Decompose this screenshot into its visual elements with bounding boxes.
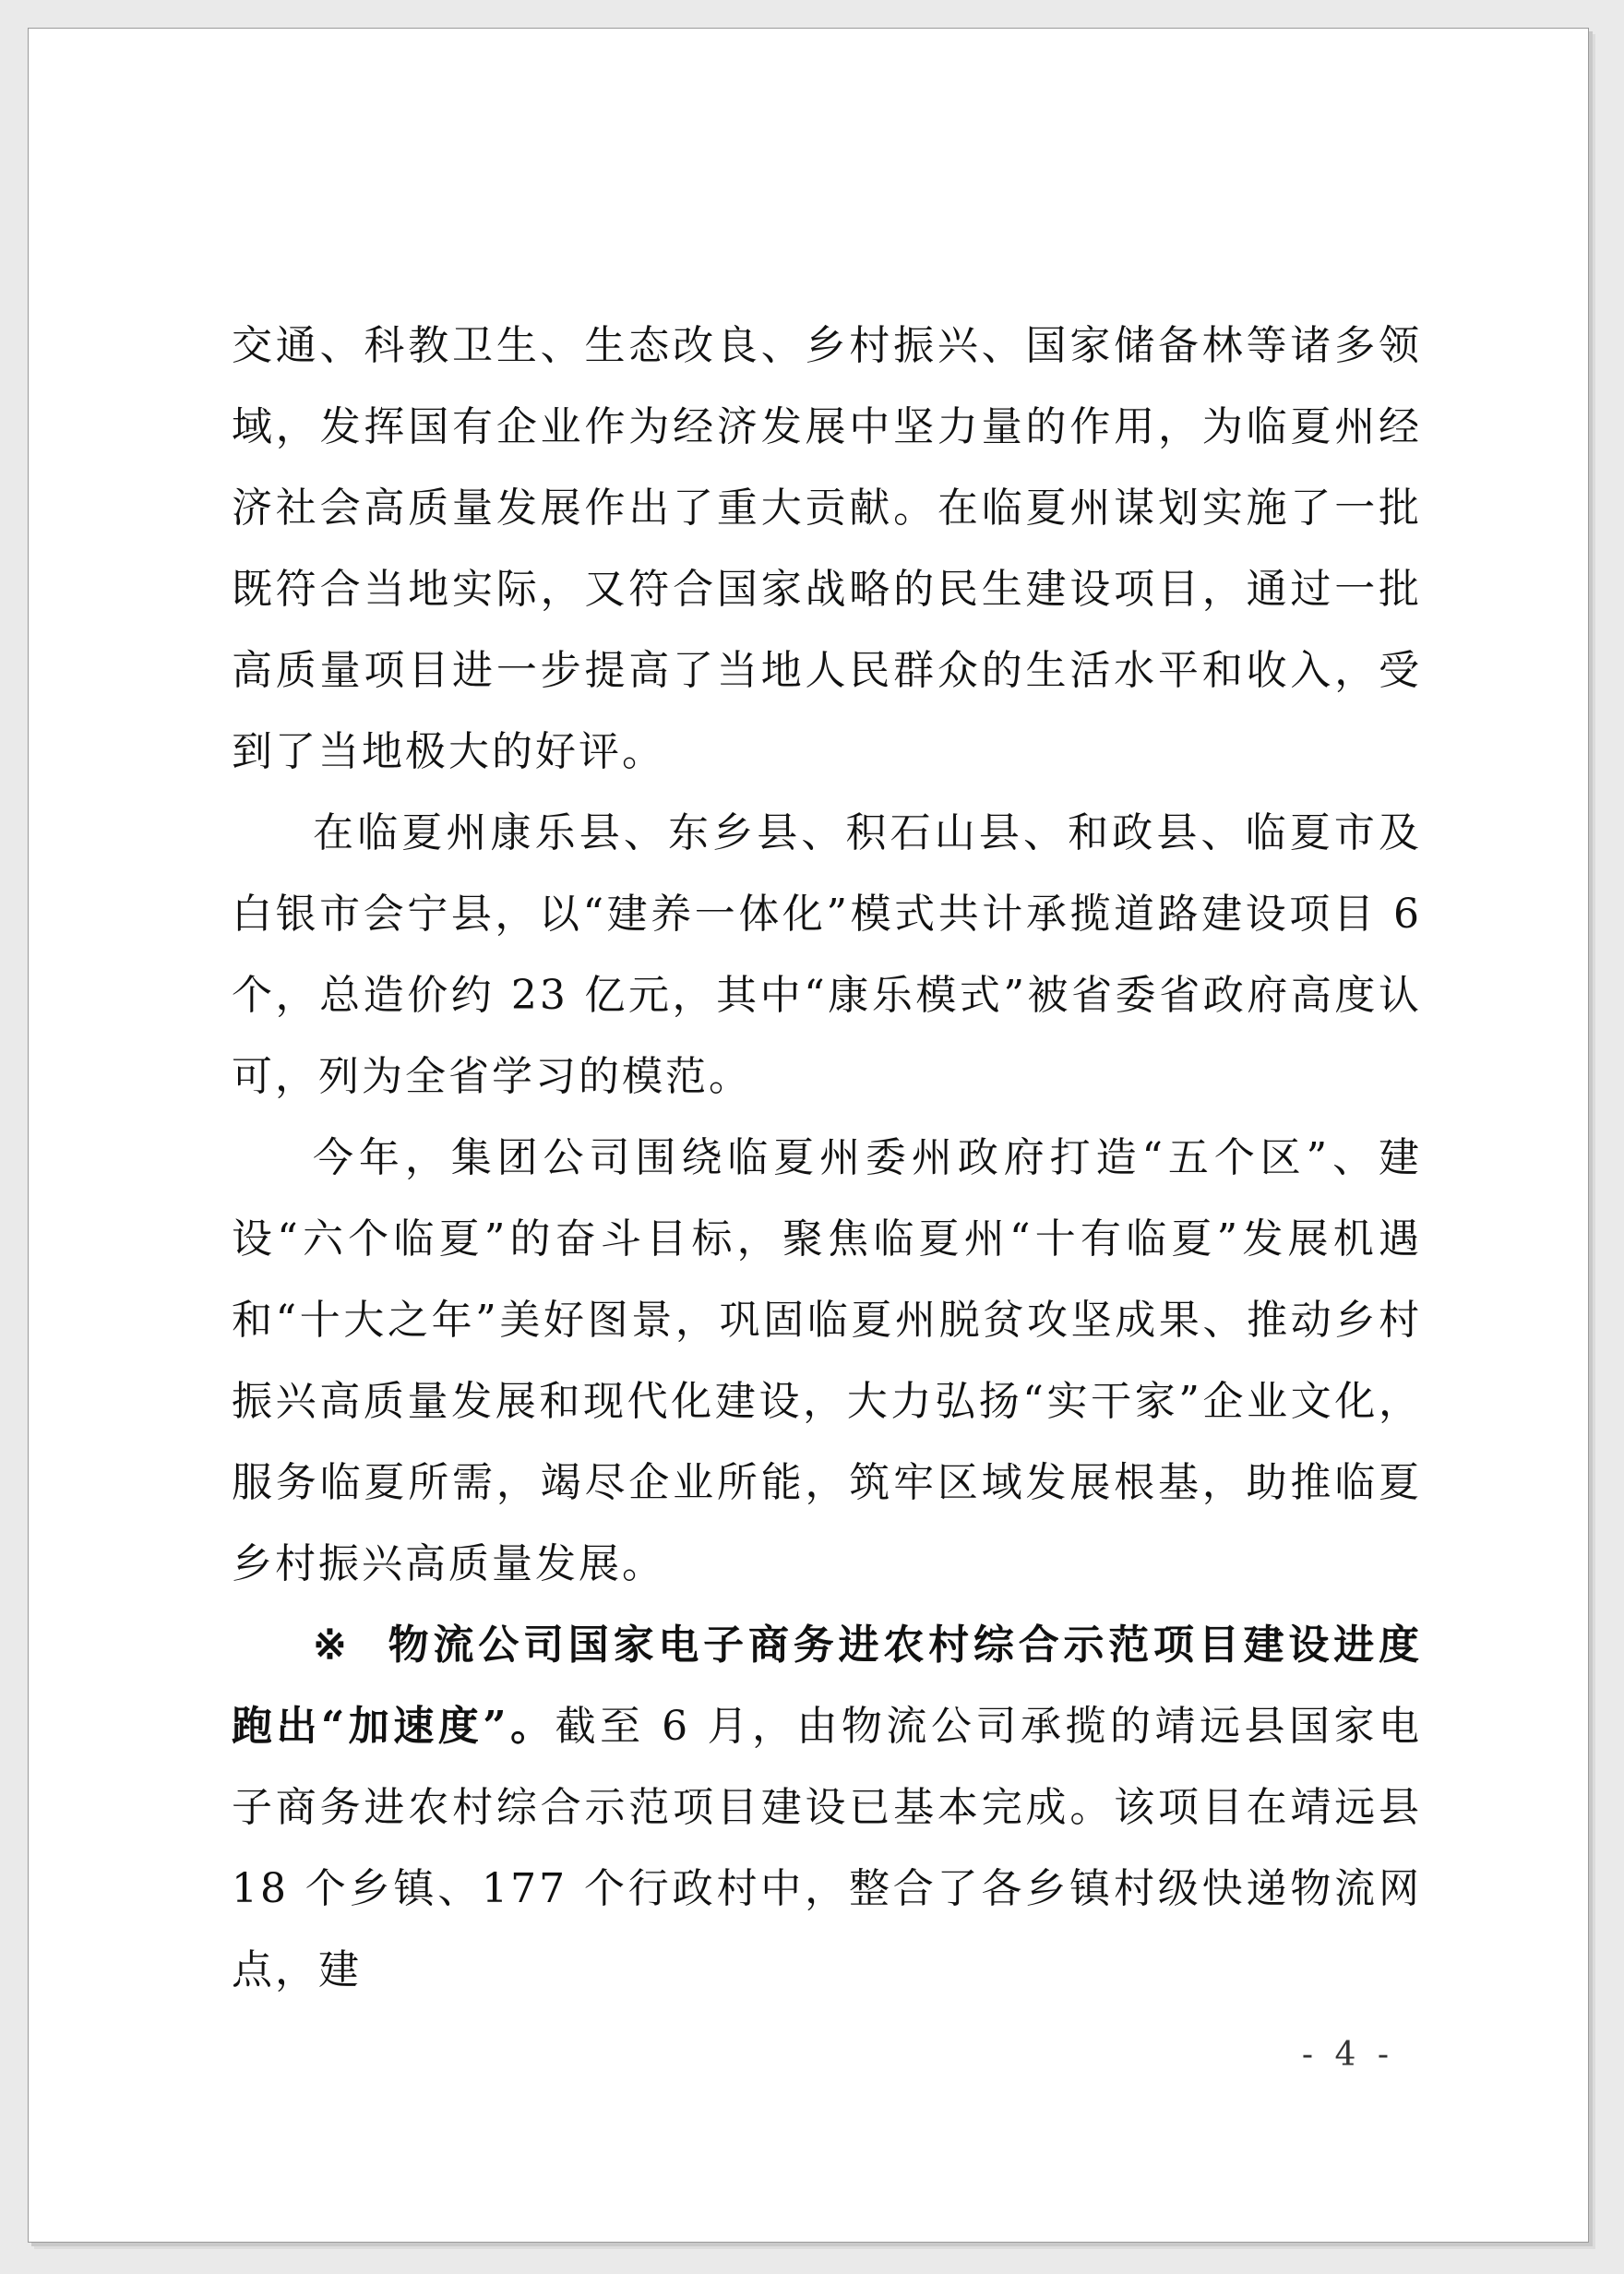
section-heading: 物流公司国家电子商务进农村综合示范项目建设进度跑出“加速度”。: [232, 1622, 1422, 1750]
document-body: [232, 305, 1422, 2011]
paragraph-4: [232, 1605, 1422, 2011]
page-number: - 4 -: [1301, 2036, 1394, 2074]
reference-mark-icon: ※: [313, 1622, 352, 1669]
paragraph-4-body: 截至 6 月，由物流公司承揽的靖远县国家电子商务进农村综合示范项目建设已基本完成。该项目在靖远县 18 个乡镇、177 个行政村中，整合了各乡镇村级快递物流网点，建: [232, 1703, 1422, 1993]
paragraph-2: 在临夏州康乐县、东乡县、积石山县、和政县、临夏市及白银市会宁县，以“建养一体化”模式共计承揽道路建设项目 6 个，总造价约 23 亿元，其中“康乐模式”被省委省政府高度认可，列为全省学习的模范。: [232, 809, 1422, 1100]
paragraph-1: 交通、科教卫生、生态改良、乡村振兴、国家储备林等诸多领域，发挥国有企业作为经济发展中坚力量的作用，为临夏州经济社会高质量发展作出了重大贡献。在临夏州谋划实施了一批既符合当地实际，又符合国家战略的民生建设项目，通过一批高质量项目进一步提高了当地人民群众的生活水平和收入，受到了当地极大的好评。: [232, 322, 1422, 775]
document-page: [28, 28, 1589, 2243]
paragraph-3: 今年，集团公司围绕临夏州委州政府打造“五个区”、建设“六个临夏”的奋斗目标，聚焦临夏州“十有临夏”发展机遇和“十大之年”美好图景，巩固临夏州脱贫攻坚成果、推动乡村振兴高质量发展和现代化建设，大力弘扬“实干家”企业文化，服务临夏所需，竭尽企业所能，筑牢区域发展根基，助推临夏乡村振兴高质量发展。: [232, 1134, 1422, 1587]
